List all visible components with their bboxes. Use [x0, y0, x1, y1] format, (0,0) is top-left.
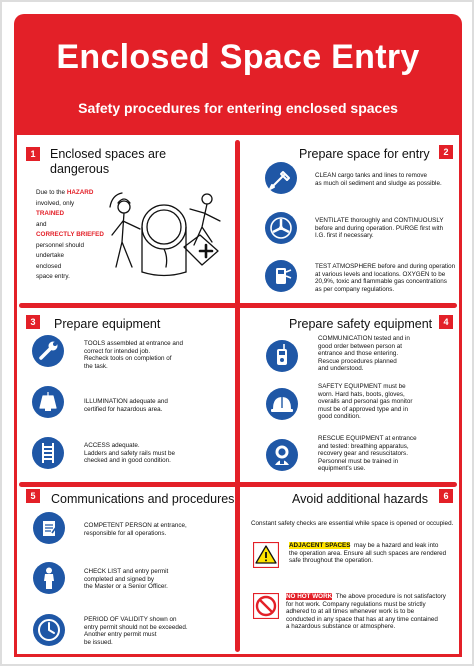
item-line: safe throughout the operation.: [289, 557, 374, 565]
item-line: TOOLS assembled at entrance and: [84, 340, 183, 347]
item-line: Recheck tools on completion of: [84, 355, 172, 363]
item-line: CHECK LIST and entry permit: [84, 568, 169, 575]
item-line: PERIOD OF VALIDITY shown on: [84, 616, 177, 623]
section-1-title-line1: Enclosed spaces are: [50, 147, 167, 161]
intro-text: undertake: [36, 252, 65, 259]
checklist-icon: [33, 562, 65, 594]
item-line: RESCUE EQUIPMENT at entrance: [318, 435, 417, 442]
section-1-title: [50, 147, 166, 177]
radio-icon: [266, 340, 298, 372]
item-line: correct for intended job.: [84, 347, 151, 355]
poster-title: Enclosed Space Entry: [56, 38, 420, 76]
item-line: recovery gear and resuscitators.: [318, 450, 408, 458]
item-line: must be of approved type and in: [318, 405, 408, 413]
item-line: Rescue procedures planned: [318, 357, 397, 365]
item-line: may be a hazard and leak into: [353, 542, 439, 549]
lamp-icon: [32, 386, 64, 418]
section-3-item-1-text: [84, 340, 183, 370]
section-4-number: 4: [439, 315, 453, 329]
vertical-divider: [235, 140, 240, 652]
item-line: adhered to at all times whenever work is to be: [286, 608, 415, 616]
section-2-item-3-text: [315, 263, 455, 293]
section-1-number: 1: [26, 147, 40, 161]
horizontal-divider-1: [19, 303, 457, 308]
item-line: 20,9%, toxic and flammable gas concentrations: [315, 278, 447, 286]
item-line: I.G. first if necessary.: [315, 232, 374, 240]
section-5-title: Communications and procedures: [51, 492, 235, 506]
item-line: good condition.: [318, 413, 361, 421]
item-line: Ladders and safety rails must be: [84, 449, 176, 457]
section-2-number: 2: [439, 145, 453, 159]
section-5-item-3-text: [84, 616, 188, 646]
item-line: worn. Hard hats, boots, gloves,: [318, 390, 405, 398]
item-line: overalls and personal gas monitor: [318, 398, 413, 406]
section-6-title: Avoid additional hazards: [292, 492, 428, 506]
intro-text: involved, only: [36, 199, 75, 207]
trained-word: TRAINED: [36, 210, 64, 217]
item-line: and tested: breathing apparatus,: [318, 442, 409, 450]
item-line: conducted in any space that has at any time contained: [286, 615, 438, 623]
intro-text: personnel should: [36, 241, 84, 249]
intro-text: space entry.: [36, 273, 70, 280]
item-line: Another entry permit must: [84, 631, 157, 639]
section-2-item-2-text: [315, 217, 444, 240]
item-line: as per company regulations.: [315, 285, 395, 293]
horizontal-divider-2: [19, 482, 457, 487]
gas-meter-icon: [265, 260, 297, 292]
item-line: COMPETENT PERSON at entrance,: [84, 522, 187, 529]
item-line: a hazardous substance or atmosphere.: [286, 623, 396, 631]
item-line: as much oil sediment and sludge as possible.: [315, 179, 442, 187]
breathing-apparatus-icon: [266, 439, 298, 471]
section-4-title: Prepare safety equipment: [289, 317, 433, 331]
helmet-icon: [266, 388, 298, 420]
item-line: the task.: [84, 362, 108, 370]
section-3-number: 3: [26, 315, 40, 329]
item-line: ILLUMINATION adequate and: [84, 398, 168, 405]
hazard-word: HAZARD: [66, 189, 94, 196]
wrench-icon: [32, 335, 64, 367]
section-4-item-3-text: [318, 435, 417, 473]
item-line: good order between person at: [318, 342, 403, 350]
section-2-item-1-text: [315, 172, 442, 187]
adjacent-spaces-text: [289, 542, 446, 565]
no-hot-work-text: [286, 593, 446, 631]
section-5-item-1-text: [84, 522, 187, 537]
section-3-title: Prepare equipment: [54, 317, 161, 331]
item-line: COMMUNICATION tested and in: [318, 335, 410, 342]
item-line: completed and signed by: [84, 575, 155, 583]
section-1-title-line2: dangerous: [50, 162, 110, 176]
item-line: the Master or a Senior Officer.: [84, 583, 168, 591]
item-line: CLEAN cargo tanks and lines to remove: [315, 172, 428, 179]
item-line: certified for hazardous area.: [84, 405, 163, 413]
section-6-number: 6: [439, 489, 453, 503]
item-line: and understood.: [318, 365, 364, 373]
item-line: ACCESS adequate.: [84, 442, 140, 449]
no-hot-work-icon: [253, 593, 279, 619]
item-line: VENTILATE thoroughly and CONTINUOUSLY: [315, 217, 444, 224]
section-5-item-2-text: [84, 568, 168, 591]
adjacent-spaces-label: ADJACENT SPACES: [289, 542, 351, 549]
item-line: equipment's use.: [318, 465, 366, 473]
item-line: responsible for all operations.: [84, 529, 167, 537]
section-4-item-1-text: [318, 335, 410, 373]
no-hot-work-label: NO HOT WORK: [286, 593, 333, 600]
poster-subtitle: Safety procedures for entering enclosed spaces: [78, 100, 398, 116]
section-4-item-2-text: [318, 383, 413, 421]
item-line: entry permit should not be exceeded.: [84, 623, 188, 631]
item-line: for hot work. Company regulations must be strictly: [286, 600, 426, 608]
ladder-icon: [32, 437, 64, 469]
item-line: Personnel must be trained in: [318, 457, 399, 465]
item-line: entrance and those entering.: [318, 350, 399, 358]
poster-header: [14, 14, 462, 135]
intro-text: enclosed: [36, 262, 62, 270]
item-line: The above procedure is not satisfactory: [335, 593, 446, 600]
section-3-item-3-text: [84, 442, 175, 465]
item-line: before and during operation. PURGE first with: [315, 224, 444, 232]
item-line: TEST ATMOSPHERE before and during operation: [315, 263, 456, 270]
item-line: be issued.: [84, 638, 113, 646]
intro-text: Due to the: [36, 189, 66, 196]
section-6-intro: Constant safety checks are essential while space is opened or occupied.: [251, 520, 454, 527]
briefed-word: CORRECTLY BRIEFED: [36, 231, 104, 238]
fan-icon: [265, 212, 297, 244]
intro-text: and: [36, 220, 47, 228]
person-icon: [33, 512, 65, 544]
section-3-item-2-text: [84, 398, 168, 413]
section-1-intro: [36, 188, 104, 283]
item-line: the operation area. Ensure all such spaces are rendered: [289, 549, 447, 557]
item-line: at various levels and locations. OXYGEN to be: [315, 270, 446, 278]
item-line: SAFETY EQUIPMENT must be: [318, 383, 406, 390]
item-line: checked and in good condition.: [84, 457, 171, 465]
clock-icon: [33, 614, 65, 646]
brush-icon: [265, 162, 297, 194]
rescue-illustration-icon: [102, 187, 230, 279]
section-2-title: Prepare space for entry: [299, 147, 430, 161]
section-5-number: 5: [26, 489, 40, 503]
warning-triangle-icon: [253, 542, 279, 568]
